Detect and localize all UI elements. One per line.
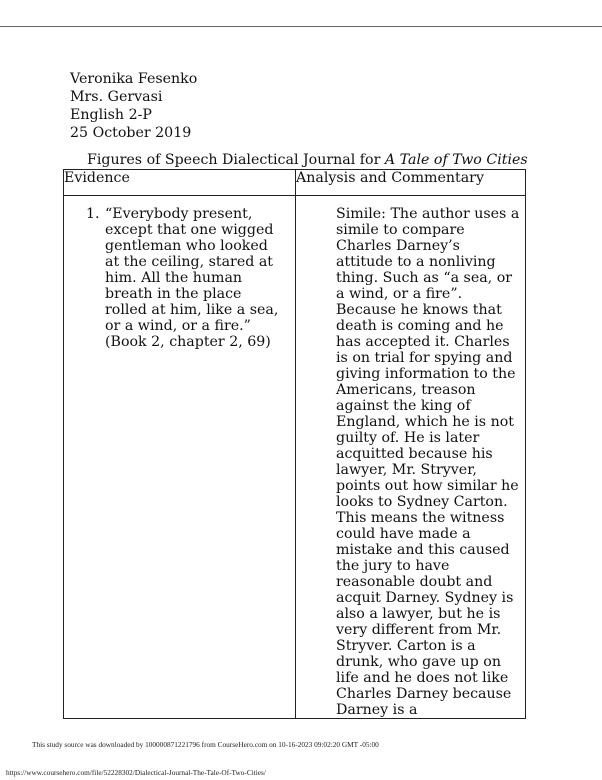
analysis-cell: Simile: The author uses a simile to compare Charles Darney’s attitude to a nonliving thing. Such as “a sea, or a wind, or a fire”. Because he knows that death is coming and he has accepted it. Charles is on trial for spying and giving information to the Americans, treason against the king of England, which he is not guilty of. He is later acquitted because his lawyer, Mr. Stryver, points out how similar he looks to Sydney Carton. This means the witness could have made a mistake and this caused the jury to have reasonable doubt and acquit Darney. Sydney is also a lawyer, but he is very different from Mr. Stryver. Carton is a drunk, who gave up on life and he does not like Charles Darney because Darney is a <box>296 196 526 719</box>
assignment-date: 25 October 2019 <box>70 125 192 141</box>
title-prefix: Figures of Speech Dialectical Journal for <box>87 152 385 168</box>
evidence-cell <box>64 196 296 719</box>
student-header <box>70 70 197 142</box>
document-title <box>87 151 528 169</box>
student-name: Veronika Fesenko <box>70 71 198 87</box>
teacher-name: Mrs. Gervasi <box>70 89 163 105</box>
evidence-quote: “Everybody present, except that one wigged gentleman who looked at the ceiling, stared at him. All the human breath in the place rolled at him, like a sea, or a wind, or a fire.” (Book 2, chapter 2, 69) <box>105 206 279 350</box>
analysis-column-header: Analysis and Commentary <box>296 170 526 196</box>
table-header-row <box>64 170 526 196</box>
evidence-number: 1. <box>86 206 100 222</box>
dialectical-journal-table <box>63 169 526 719</box>
top-rule <box>0 26 602 27</box>
course-name: English 2-P <box>70 107 152 123</box>
source-url: https://www.coursehero.com/file/52228302/Dialectical-Journal-The-Tale-Of-Two-Cities/ <box>6 768 266 777</box>
evidence-column-header: Evidence <box>64 170 296 196</box>
table-row <box>64 196 526 719</box>
download-source-notice: This study source was downloaded by 100000871221796 from CourseHero.com on 10-16-2023 09:02:20 GMT -05:00 <box>32 740 379 749</box>
book-title: A Tale of Two Cities <box>384 152 528 168</box>
evidence-list-item <box>86 206 281 350</box>
